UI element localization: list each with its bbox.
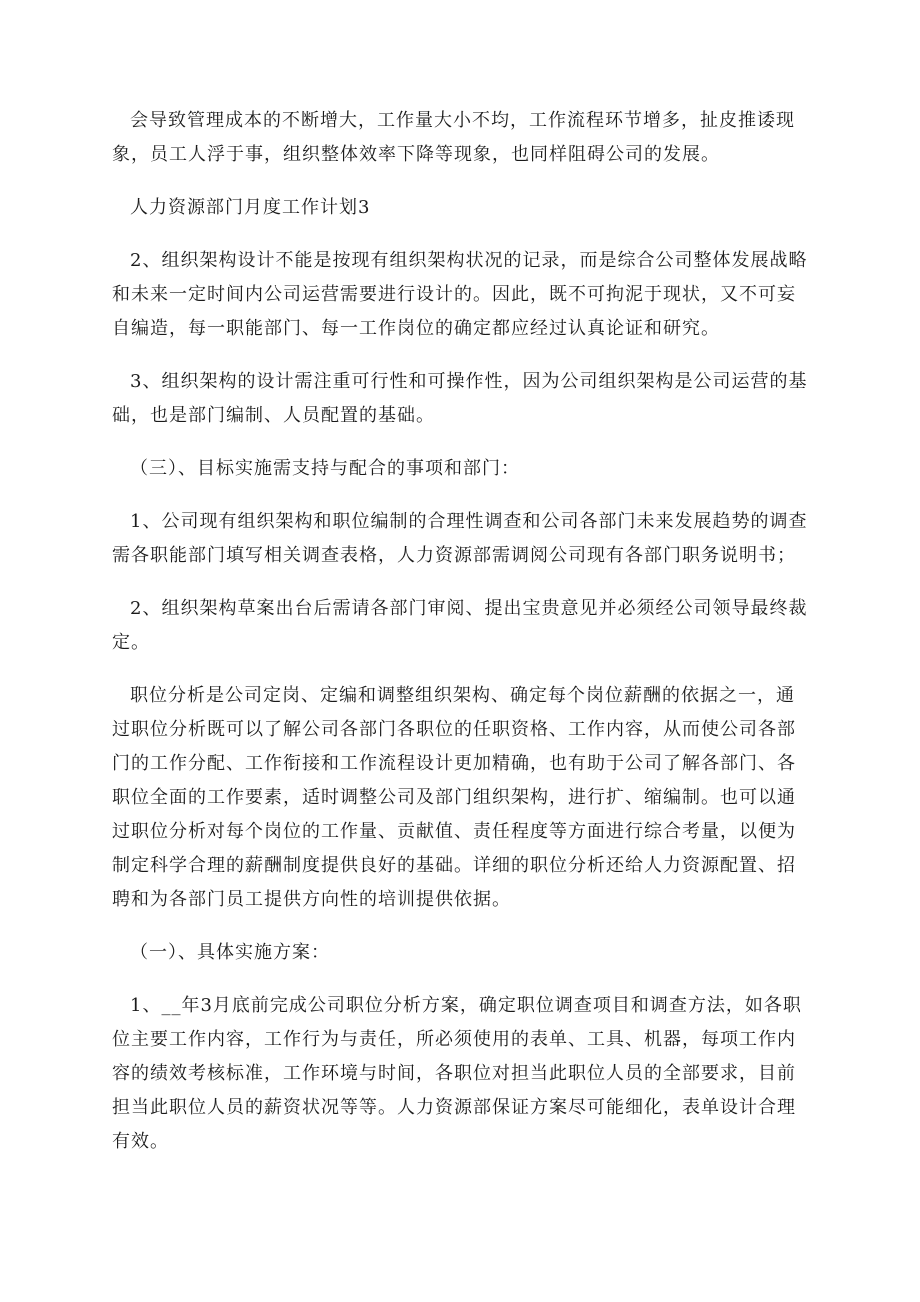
subsection-heading-3: （三）、目标实施需支持与配合的事项和部门：: [130, 458, 520, 479]
paragraph-job-analysis: 职位分析是公司定岗、定编和调整组织架构、确定每个岗位薪酬的依据之一，通过职位分析既可以了解公司各部门各职位的任职资格、工作内容，从而使公司各部门的工作分配、工作衔接和工作流程设计更加精确，也有助于公司了解各部门、各职位全面的工作要素，适时调整公司及部门组织架构，进行扩、缩编制。也可以通过职位分析对每个岗位的工作量、贡献值、责任程度等方面进行综合考量，以便为制定科学合理的薪酬制度提供良好的基础。详细的职位分析还给人力资源配置、招聘和为各部门员工提供方向性的培训提供依据。: [112, 685, 796, 910]
paragraph-item-2: 2、组织架构设计不能是按现有组织架构状况的记录，而是综合公司整体发展战略和未来一定时间内公司运营需要进行设计的。因此，既不可拘泥于现状，又不可妄自编造，每一职能部门、每一工作岗位的确定都应经过认真论证和研究。: [112, 250, 808, 339]
paragraph-item-3: 3、组织架构的设计需注重可行性和可操作性，因为公司组织架构是公司运营的基础，也是部门编制、人员配置的基础。: [112, 371, 808, 426]
paragraph-continuation: 会导致管理成本的不断增大，工作量大小不均，工作流程环节增多，扯皮推诿现象，员工人浮于事，组织整体效率下降等现象，也同样阻碍公司的发展。: [112, 110, 795, 165]
paragraph-plan-1: 1、__年3月底前完成公司职位分析方案，确定职位调查项目和调查方法，如各职位主要工作内容，工作行为与责任，所必须使用的表单、工具、机器，每项工作内容的绩效考核标准，工作环境与时间，各职位对担当此职位人员的全部要求，目前担当此职位人员的薪资状况等等。人力资源部保证方案尽可能细化，表单设计合理有效。: [112, 995, 802, 1152]
subsection-heading-1: （一）、具体实施方案：: [130, 942, 330, 963]
section-heading: 人力资源部门月度工作计划3: [130, 197, 371, 218]
paragraph-support-1: 1、公司现有组织架构和职位编制的合理性调查和公司各部门未来发展趋势的调查需各职能部门填写相关调查表格，人力资源部需调阅公司现有各部门职务说明书；: [112, 511, 808, 566]
document-body: [112, 104, 812, 1178]
paragraph-support-2: 2、组织架构草案出台后需请各部门审阅、提出宝贵意见并必须经公司领导最终裁定。: [112, 598, 808, 653]
